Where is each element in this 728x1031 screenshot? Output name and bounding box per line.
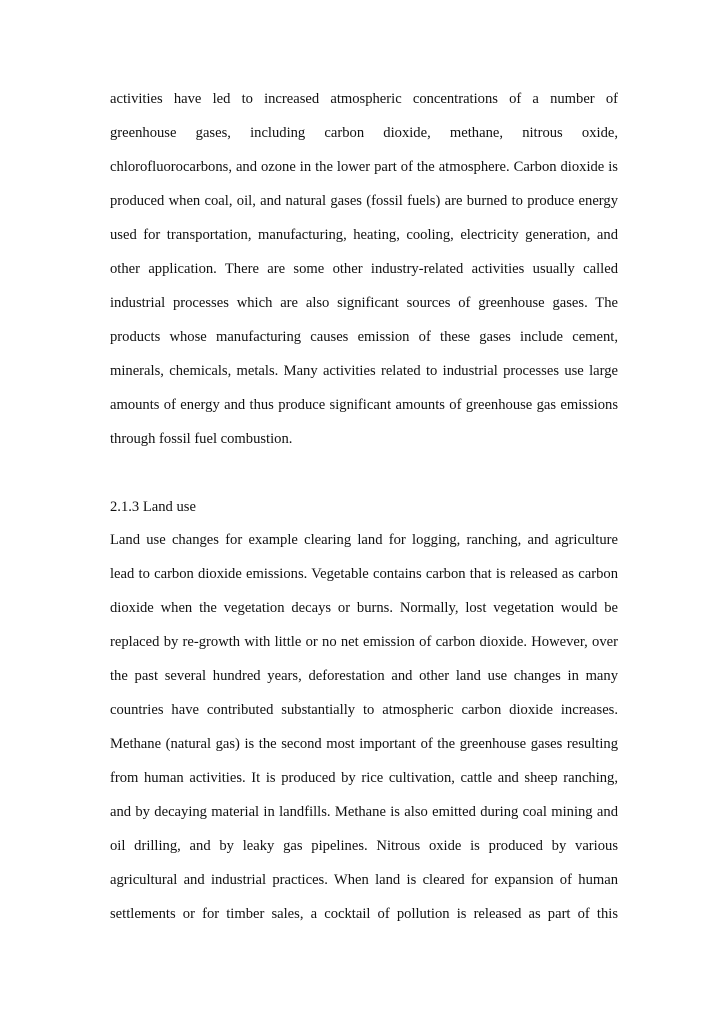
paragraph-2-line-5: the past several hundred years, deforestation and other land use changes in many xyxy=(110,668,618,684)
paragraph-1-line-8: products whose manufacturing causes emission of these gases include cement, xyxy=(110,329,618,345)
paragraph-1-line-1: activities have led to increased atmospheric concentrations of a number of xyxy=(110,91,618,107)
paragraph-1-line-5: used for transportation, manufacturing, heating, cooling, electricity generation, and xyxy=(110,227,618,243)
paragraph-1-line-11: through fossil fuel combustion. xyxy=(110,431,293,447)
paragraph-2-line-6: countries have contributed substantially to atmospheric carbon dioxide increases. xyxy=(110,702,618,718)
paragraph-2-line-4: replaced by re-growth with little or no net emission of carbon dioxide. However, over xyxy=(110,634,618,650)
paragraph-2-line-3: dioxide when the vegetation decays or burns. Normally, lost vegetation would be xyxy=(110,600,618,616)
paragraph-1-line-10: amounts of energy and thus produce significant amounts of greenhouse gas emissions xyxy=(110,397,618,413)
paragraph-2-line-12: settlements or for timber sales, a cocktail of pollution is released as part of this xyxy=(110,906,618,922)
paragraph-1-line-4: produced when coal, oil, and natural gases (fossil fuels) are burned to produce energy xyxy=(110,193,618,209)
paragraph-2-line-11: agricultural and industrial practices. When land is cleared for expansion of human xyxy=(110,872,618,888)
paragraph-1-line-6: other application. There are some other industry-related activities usually called xyxy=(110,261,618,277)
paragraph-2-line-10: oil drilling, and by leaky gas pipelines. Nitrous oxide is produced by various xyxy=(110,838,618,854)
paragraph-1-line-9: minerals, chemicals, metals. Many activities related to industrial processes use large xyxy=(110,363,618,379)
paragraph-1-line-2: greenhouse gases, including carbon dioxide, methane, nitrous oxide, xyxy=(110,125,618,141)
paragraph-2-line-9: and by decaying material in landfills. Methane is also emitted during coal mining and xyxy=(110,804,618,820)
paragraph-2-line-8: from human activities. It is produced by rice cultivation, cattle and sheep ranching, xyxy=(110,770,618,786)
paragraph-1-line-3: chlorofluorocarbons, and ozone in the lower part of the atmosphere. Carbon dioxide is xyxy=(110,159,618,175)
paragraph-2-line-1: Land use changes for example clearing land for logging, ranching, and agriculture xyxy=(110,532,618,548)
paragraph-2-line-2: lead to carbon dioxide emissions. Vegetable contains carbon that is released as carbon xyxy=(110,566,618,582)
paragraph-2-line-7: Methane (natural gas) is the second most important of the greenhouse gases resulting xyxy=(110,736,618,752)
section-heading: 2.1.3 Land use xyxy=(110,499,196,515)
paragraph-1-line-7: industrial processes which are also significant sources of greenhouse gases. The xyxy=(110,295,618,311)
